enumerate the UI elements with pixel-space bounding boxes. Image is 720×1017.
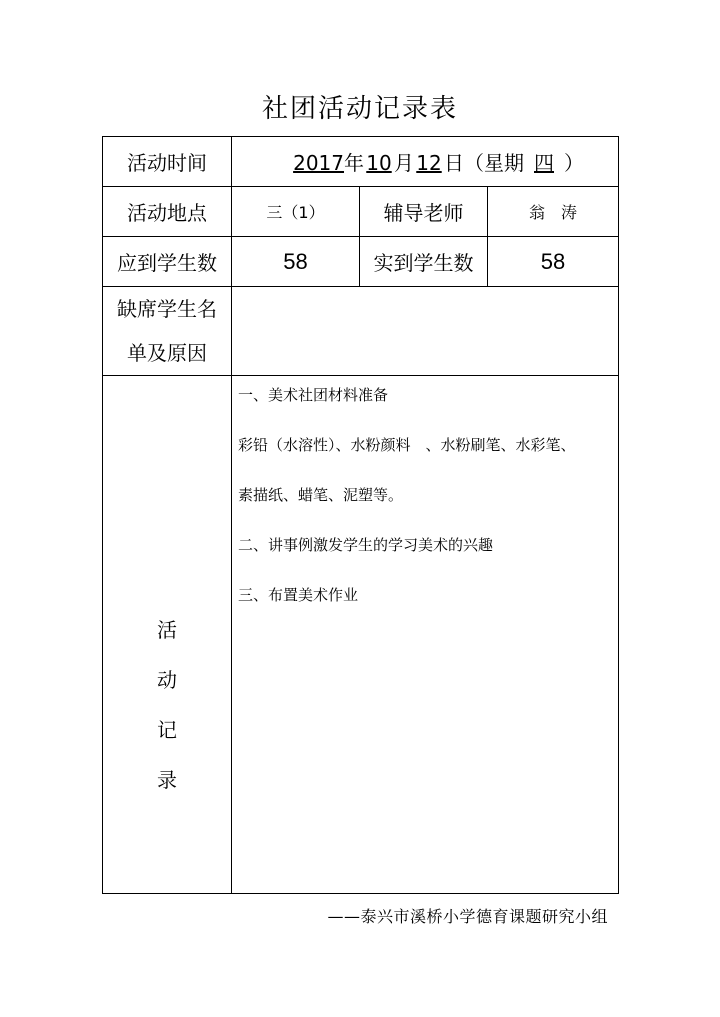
date-year: 2017 [293, 151, 344, 175]
actual-count-value: 58 [488, 237, 619, 287]
actual-count-label: 实到学生数 [360, 237, 488, 287]
absent-label-line1: 缺席学生名 [117, 297, 217, 321]
row-absent [103, 287, 619, 376]
record-line: 素描纸、蜡笔、泥塑等。 [238, 486, 404, 504]
date-month: 10 [366, 151, 392, 175]
date-weekday: 四 [534, 151, 554, 175]
record-line: 三、布置美术作业 [238, 586, 359, 604]
row-activity-record [103, 376, 619, 894]
record-table [102, 136, 619, 894]
record-line: 一、美术社团材料准备 [238, 386, 389, 404]
date-year-suffix: 年 [344, 151, 364, 175]
expected-count-label: 应到学生数 [103, 237, 232, 287]
row-activity-time [103, 137, 619, 187]
row-activity-place [103, 187, 619, 237]
activity-time-label: 活动时间 [103, 137, 232, 187]
row-student-count [103, 237, 619, 287]
record-label-char: 记 [157, 717, 177, 742]
activity-record-label [103, 376, 232, 894]
absent-label-line2: 单及原因 [127, 341, 207, 365]
page-title: 社团活动记录表 [261, 94, 458, 124]
absent-value [232, 287, 619, 376]
date-day: 12 [416, 151, 442, 175]
date-close: ） [564, 151, 584, 175]
absent-label [103, 287, 232, 376]
record-label-char: 活 [157, 617, 177, 642]
activity-place-label: 活动地点 [103, 187, 232, 237]
record-label-char: 动 [157, 667, 177, 692]
teacher-label: 辅导老师 [360, 187, 488, 237]
record-line: 二、讲事例激发学生的学习美术的兴趣 [238, 536, 494, 554]
teacher-value: 翁 涛 [488, 187, 619, 237]
signature: ——泰兴市溪桥小学德育课题研究小组 [327, 907, 608, 926]
record-line: 彩铅（水溶性）、水粉颜料 、水粉刷笔、水彩笔、 [238, 436, 576, 454]
date-month-suffix: 月 [394, 151, 414, 175]
date-day-suffix: 日（星期 [444, 151, 524, 175]
record-label-char: 录 [157, 767, 177, 792]
activity-record-content [232, 376, 619, 894]
activity-place-value: 三（1） [232, 187, 360, 237]
expected-count-value: 58 [232, 237, 360, 287]
activity-date [232, 137, 619, 187]
